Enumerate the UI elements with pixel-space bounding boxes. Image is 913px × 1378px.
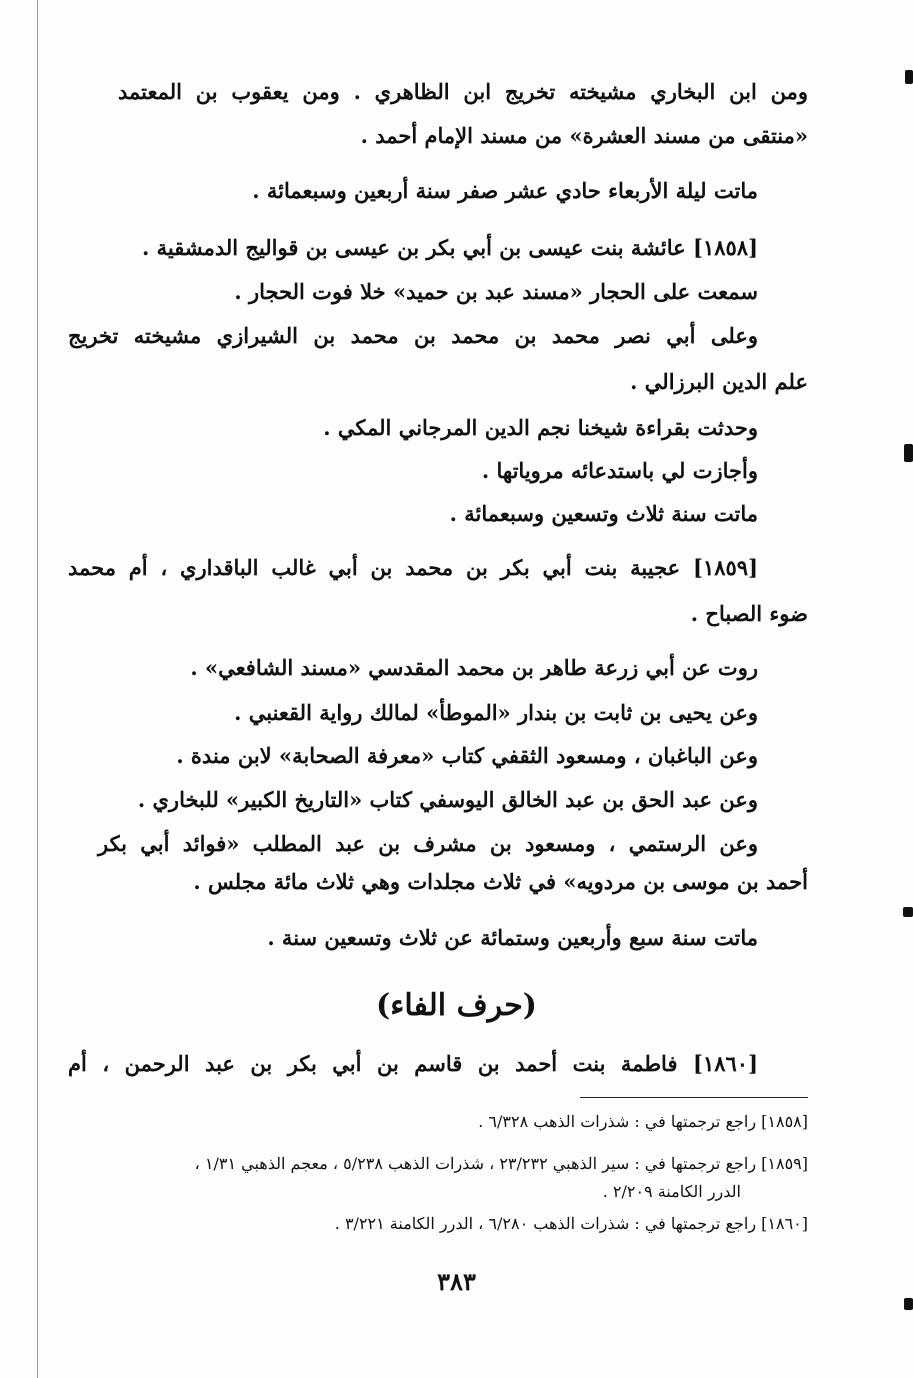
body-line: ضوء الصباح .: [690, 601, 808, 626]
body-line: ماتت ليلة الأربعاء حادي عشر صفر سنة أربعين وسبعمائة .: [252, 178, 758, 203]
body-line: وعن عبد الحق بن عبد الخالق اليوسفي كتاب «التاريخ الكبير» للبخاري .: [137, 787, 758, 812]
body-line: ومن ابن البخاري مشيخته تخريج ابن الظاهري . ومن يعقوب بن المعتمد: [118, 79, 808, 104]
edge-mark: [904, 1298, 913, 1310]
body-line: وحدثت بقراءة شيخنا نجم الدين المرجاني المكي .: [323, 415, 758, 440]
body-line: سمعت على الحجار «مسند عبد بن حميد» خلا فوت الحجار .: [234, 279, 758, 304]
body-line: وعن الباغبان ، ومسعود الثقفي كتاب «معرفة الصحابة» لابن مندة .: [176, 743, 758, 768]
footnote: [١٨٦٠] راجع ترجمتها في : شذرات الذهب ٦/٢٨٠ ، الدرر الكامنة ٣/٢٢١ .: [334, 1214, 808, 1233]
entry-1858-heading: [١٨٥٨] عائشة بنت عيسى بن أبي بكر بن عيسى بن قواليج الدمشقية .: [142, 235, 758, 260]
body-line: وعن الرستمي ، ومسعود بن مشرف بن عبد المطلب «فوائد أبي بكر: [98, 831, 758, 856]
body-line: أحمد بن موسى بن مردويه» في ثلاث مجلدات وهي ثلاث مائة مجلس .: [193, 869, 808, 894]
entry-1859-heading: [١٨٥٩] عجيبة بنت أبي بكر بن محمد بن أبي غالب الباقداري ، أم محمد: [68, 555, 758, 580]
section-heading: (حرف الفاء): [376, 988, 537, 1023]
footnote-divider: [580, 1097, 808, 1098]
edge-mark: [904, 444, 913, 462]
page-number: ٣٨٣: [437, 1267, 476, 1296]
page-edge-line: [37, 0, 38, 1378]
body-line: روت عن أبي زرعة طاهر بن محمد المقدسي «مسند الشافعي» .: [190, 655, 758, 680]
body-line: «منتقى من مسند العشرة» من مسند الإمام أحمد .: [360, 123, 808, 148]
edge-mark: [905, 70, 913, 84]
footnote: الدرر الكامنة ٢/٢٠٩ .: [602, 1182, 741, 1201]
body-line: ماتت سنة سبع وأربعين وستمائة عن ثلاث وتسعين سنة .: [267, 925, 758, 950]
entry-1860-heading: [١٨٦٠] فاطمة بنت أحمد بن قاسم بن أبي بكر بن عبد الرحمن ، أم: [68, 1051, 758, 1076]
body-line: علم الدين البرزالي .: [630, 369, 808, 394]
body-line: ماتت سنة ثلاث وتسعين وسبعمائة .: [449, 501, 758, 526]
footnote: [١٨٥٨] راجع ترجمتها في : شذرات الذهب ٦/٣٢٨ .: [478, 1112, 808, 1131]
footnote: [١٨٥٩] راجع ترجمتها في : سير الذهبي ٢٣/٢٣٢ ، شذرات الذهب ٥/٢٣٨ ، معجم الذهبي ١/٣١ ،: [194, 1154, 808, 1173]
body-line: وعلى أبي نصر محمد بن محمد بن محمد بن الشيرازي مشيخته تخريج: [68, 323, 758, 348]
edge-mark: [903, 907, 913, 917]
body-line: وأجازت لي باستدعائه مروياتها .: [481, 458, 758, 483]
body-line: وعن يحيى بن ثابت بن بندار «الموطأ» لمالك رواية القعنبي .: [234, 700, 758, 725]
